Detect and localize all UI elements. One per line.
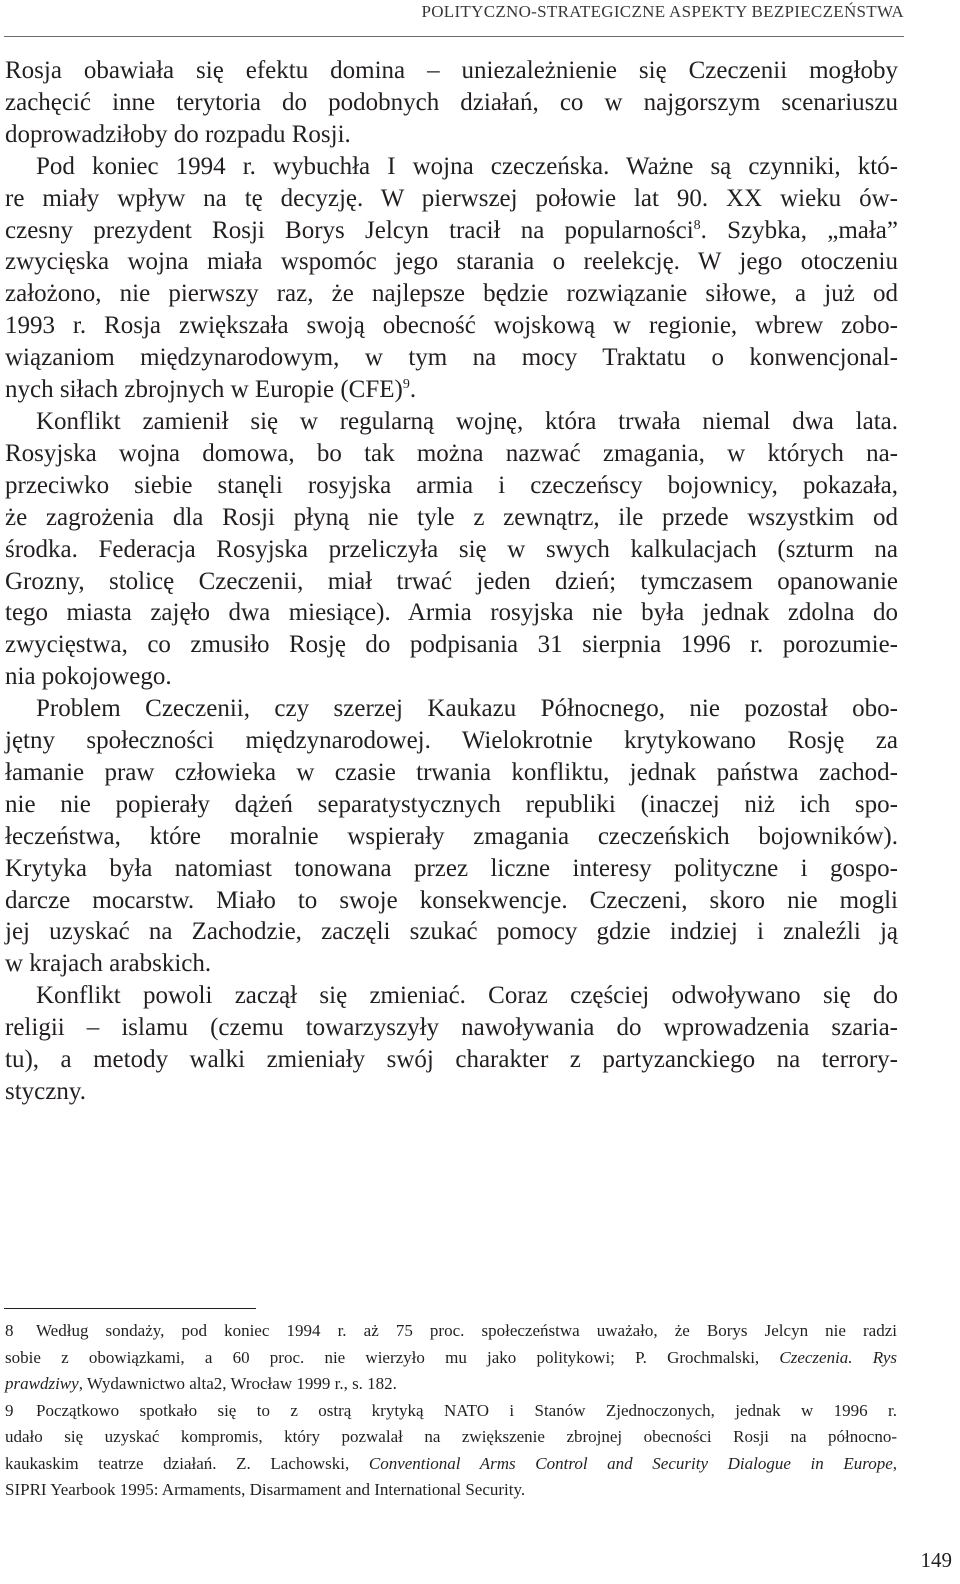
footnote-line [5, 1345, 897, 1372]
body-text [5, 55, 898, 1108]
publication-title: Conventional Arms Control and Security Dialogue in Europe [368, 1453, 893, 1473]
text-line [5, 374, 898, 406]
footnote-line: udało się uzyskać kompromis, który pozwalał na zwiększenie zbrojnej obecności Rosji na północno- [5, 1427, 897, 1446]
header-rule [4, 36, 904, 37]
footnote-line [5, 1398, 897, 1425]
text-segment: sobie z obowiązkami, a 60 proc. nie wierzyło mu jako politykowi; P. Grochmalski, [5, 1347, 780, 1367]
text-line: wiązaniom międzynarodowym, w tym na mocy Traktatu o konwencjonal- [5, 344, 898, 372]
text-segment: kaukaskim teatrze działań. Z. Lachowski, [5, 1453, 369, 1473]
footnotes [5, 1318, 897, 1504]
text-line: Problem Czeczenii, czy szerzej Kaukazu Północnego, nie pozostał obo- [36, 695, 898, 723]
text-line [5, 215, 898, 247]
footnote-line [5, 1318, 897, 1345]
paragraph-1 [5, 55, 898, 151]
footnote-ref-8[interactable]: 8 [693, 217, 701, 233]
text-segment: . Szybka, „mała” [700, 216, 899, 244]
text-segment: , [892, 1453, 898, 1473]
paragraph-4 [5, 693, 898, 980]
text-line: jętny społeczności międzynarodowej. Wielokrotnie krytykowano Rosję za [5, 727, 898, 755]
footnote-line [5, 1451, 897, 1478]
text-line: styczny. [5, 1078, 86, 1105]
text-line: zwycięska wojna miała wspomóc jego starania o reelekcję. W jego otoczeniu [5, 248, 898, 276]
text-line: że zagrożenia dla Rosji płyną nie tyle z zewnątrz, ile przede wszystkim od [5, 503, 898, 531]
text-line: tu), a metody walki zmieniały swój charakter z partyzanckiego na terrory- [5, 1046, 898, 1074]
text-segment: . [409, 376, 417, 404]
text-line: łeczeństwa, które moralnie wspierały zmagania czeczeńskich bojowników). [5, 822, 898, 850]
text-line: Konflikt powoli zaczął się zmieniać. Coraz częściej odwoływano się do [36, 982, 898, 1010]
page-number: 149 [920, 1548, 952, 1572]
text-line: zwycięstwa, co zmusiło Rosję do podpisania 31 sierpnia 1996 r. porozumie- [5, 631, 898, 659]
footnote-separator [4, 1308, 256, 1309]
text-line: Grozny, stolicę Czeczenii, miał trwać jeden dzień; tymczasem opanowanie [5, 567, 898, 595]
text-line: zachęcić inne terytoria do podobnych działań, co w najgorszym scenariuszu [5, 88, 898, 116]
text-line: nia pokojowego. [5, 663, 172, 691]
text-line: Konflikt zamienił się w regularną wojnę, która trwała niemal dwa lata. [36, 407, 898, 435]
text-line: założono, nie pierwszy raz, że najlepsze będzie rozwiązanie siłowe, a już od [5, 280, 898, 308]
footnote-number: 9 [5, 1400, 14, 1420]
text-line: Pod koniec 1994 r. wybuchła I wojna czeczeńska. Ważne są czynniki, któ- [36, 152, 898, 180]
text-line: tego miasta zajęło dwa miesiące). Armia rosyjska nie była jednak zdolna do [5, 599, 898, 627]
footnote-8 [5, 1318, 897, 1398]
text-segment: nych siłach zbrojnych w Europie (CFE) [5, 376, 403, 404]
text-line: re miały wpływ na tę decyzję. W pierwszej połowie lat 90. XX wieku ów- [5, 184, 898, 212]
running-header: POLITYCZNO-STRATEGICZNE ASPEKTY BEZPIECZEŃSTWA [421, 2, 904, 21]
text-line: łamanie praw człowieka w czasie trwania konfliktu, jednak państwa zachod- [5, 758, 898, 786]
book-title: prawdziwy [5, 1374, 79, 1393]
text-segment: , Wydawnictwo alta2, Wrocław 1999 r., s. 182. [78, 1374, 397, 1393]
text-line: przeciwko siebie stanęli rosyjska armia i czeczeńscy bojownicy, pokazała, [5, 471, 898, 499]
paragraph-5 [5, 980, 898, 1108]
text-line: jej uzyskać na Zachodzie, zaczęli szukać pomocy gdzie indziej i znaleźli ją [5, 918, 898, 946]
text-line: Rosyjska wojna domowa, bo tak można nazwać zmagania, w których na- [5, 439, 898, 467]
text-segment: Początkowo spotkało się to z ostrą krytyką NATO i Stanów Zjednoczonych, jednak w 1996 r. [36, 1400, 897, 1420]
footnote-ref-9[interactable]: 9 [402, 377, 410, 393]
text-segment: Według sondaży, pod koniec 1994 r. aż 75 proc. społeczeństwa uważało, że Borys Jelcyn nie radzi [36, 1321, 897, 1340]
footnote-number: 8 [5, 1321, 14, 1340]
text-line: 1993 r. Rosja zwiększała swoją obecność wojskową w regionie, wbrew zobo- [5, 312, 898, 340]
text-line: środka. Federacja Rosyjska przeliczyła się w swych kalkulacjach (szturm na [5, 535, 898, 563]
text-line: doprowadziłoby do rozpadu Rosji. [5, 120, 351, 148]
text-line: nie nie popierały dążeń separatystycznych republiki (inaczej niż ich spo- [5, 790, 898, 818]
text-line: w krajach arabskich. [5, 950, 212, 978]
paragraph-3 [5, 406, 898, 693]
footnote-9 [5, 1398, 897, 1504]
text-line: religii – islamu (czemu towarzyszyły nawoływania do wprowadzenia szaria- [5, 1014, 898, 1042]
book-title: Czeczenia. Rys [779, 1347, 897, 1367]
text-segment: czesny prezydent Rosji Borys Jelcyn tracił na popularności [5, 216, 694, 244]
paragraph-2 [5, 151, 898, 406]
text-line: darcze mocarstw. Miało to swoje konsekwencje. Czeczeni, skoro nie mogli [5, 886, 898, 914]
footnote-line [5, 1371, 897, 1398]
text-line: Krytyka była natomiast tonowana przez liczne interesy polityczne i gospo- [5, 854, 898, 882]
footnote-line: SIPRI Yearbook 1995: Armaments, Disarmament and International Security. [5, 1480, 526, 1499]
text-line: Rosja obawiała się efektu domina – uniezależnienie się Czeczenii mogłoby [5, 57, 898, 84]
